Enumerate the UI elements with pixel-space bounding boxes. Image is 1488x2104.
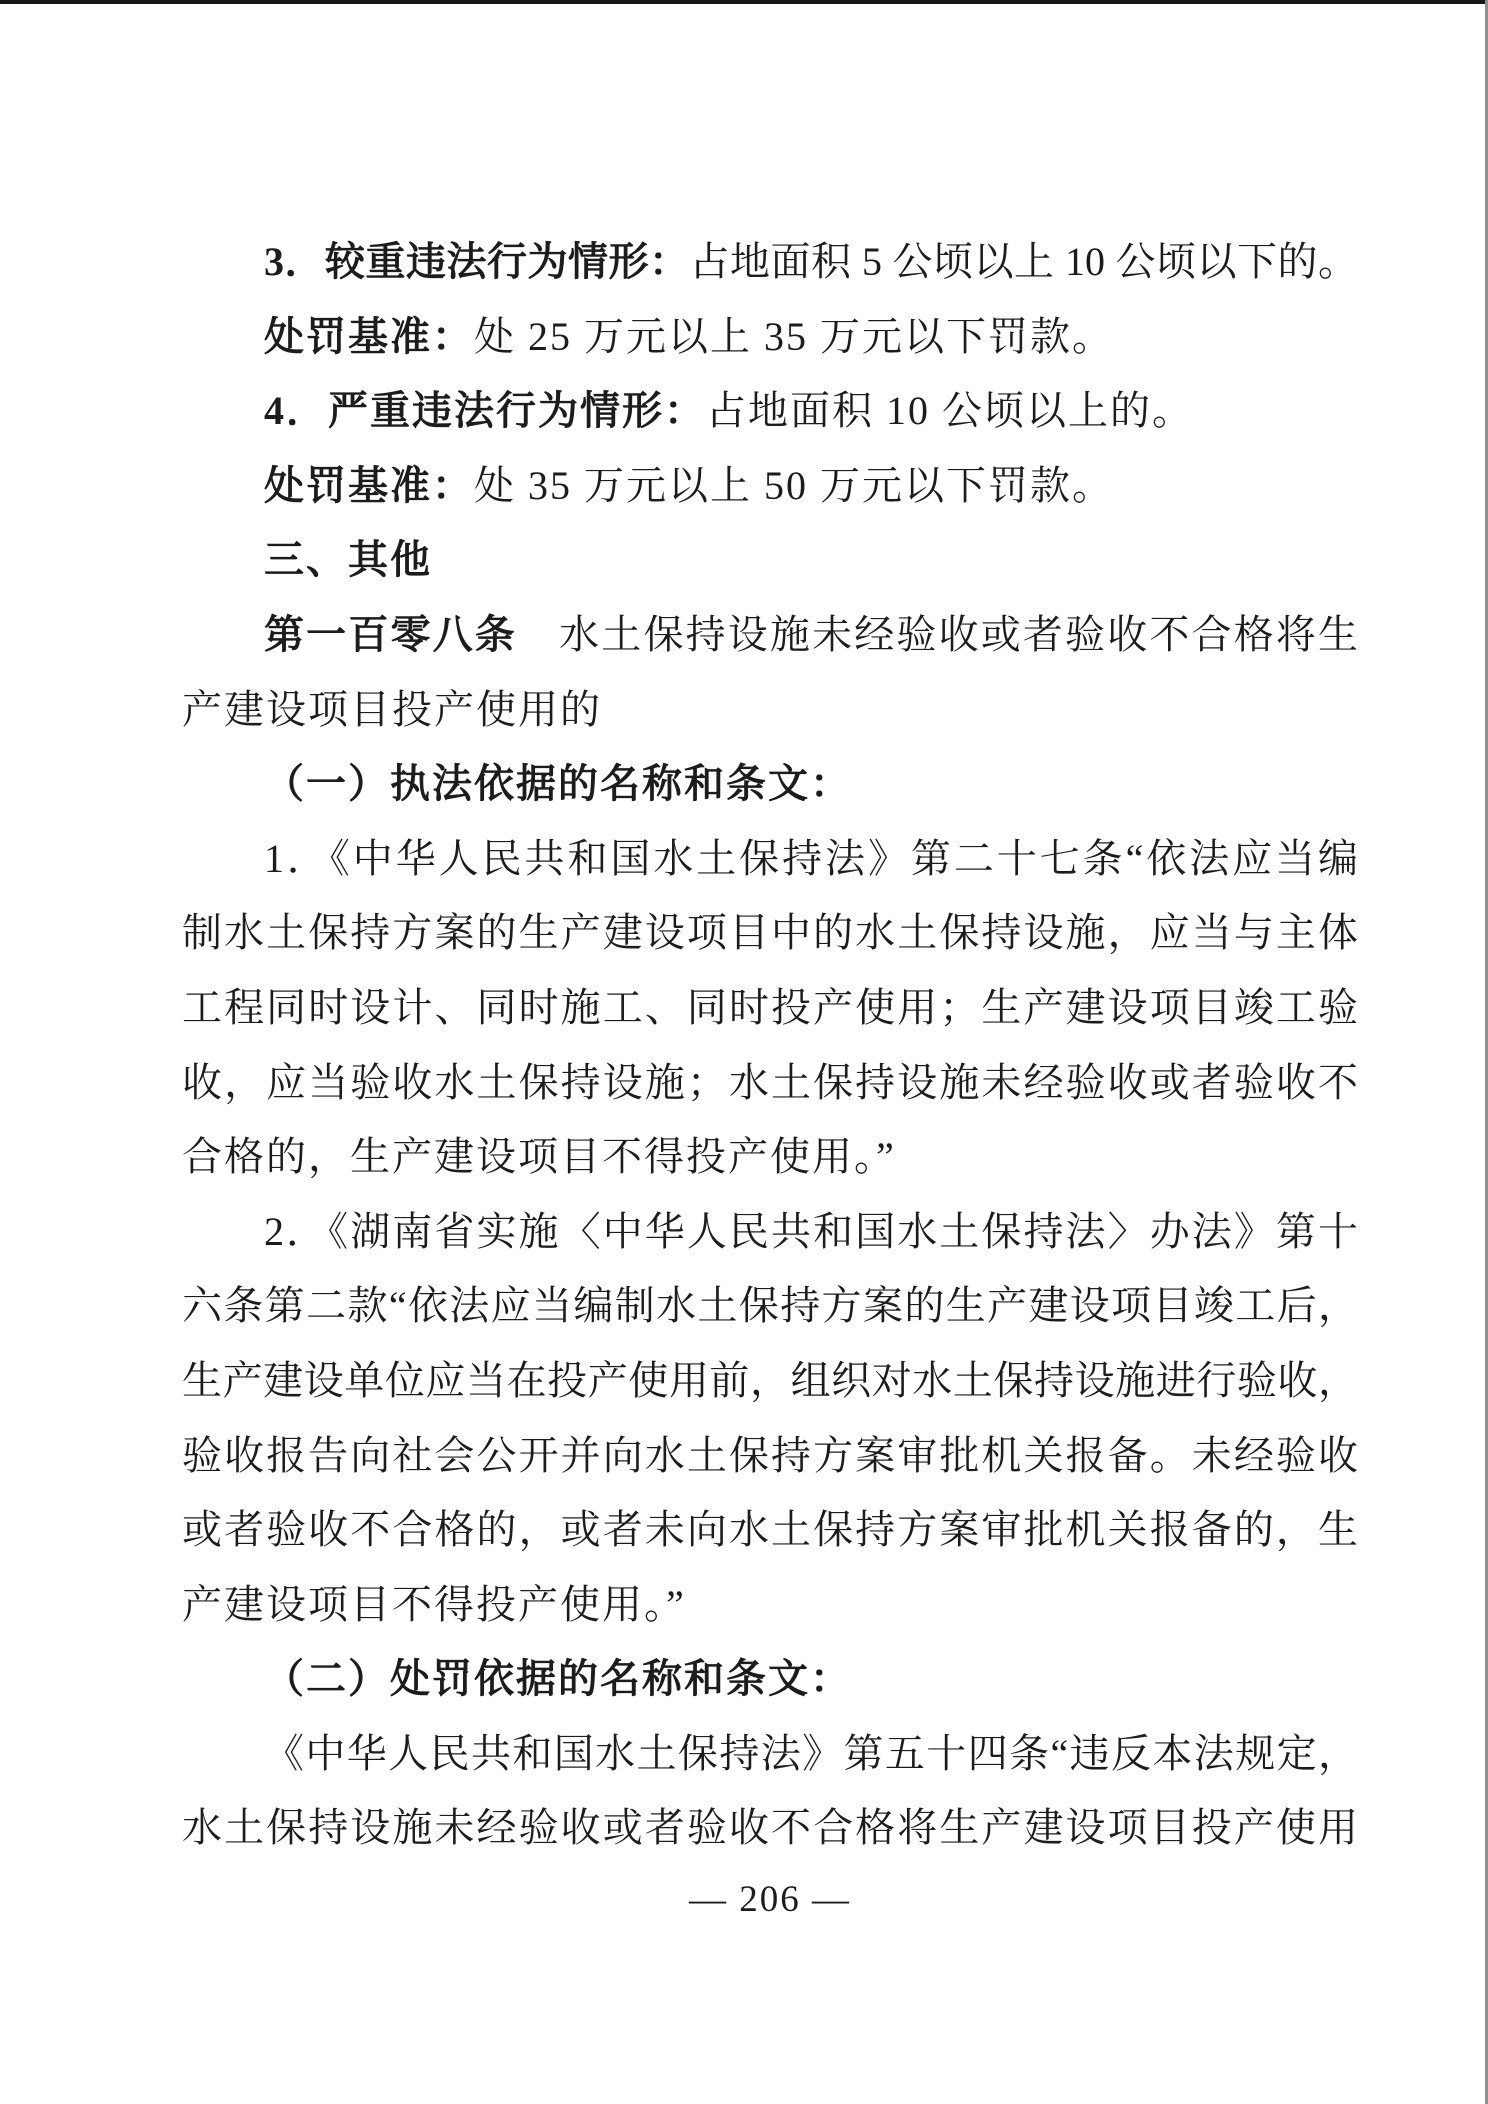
text-run: 水土保持设施未经验收或者验收不合格将生产建设项目投产使用: [182, 1805, 1358, 1851]
text-run: 水土保持设施未经验收或者验收不合格将生: [516, 611, 1358, 657]
text-run: 产建设项目投产使用的: [182, 686, 602, 732]
text-run: 工程同时设计、同时施工、同时投产使用；生产建设项目竣工验: [182, 984, 1358, 1030]
text-run: 产建设项目不得投产使用。”: [182, 1581, 686, 1627]
text-run: 六条第二款“依法应当编制水土保持方案的生产建设项目竣工后，: [182, 1283, 1358, 1329]
text-run-bold: 处罚基准：: [264, 462, 474, 508]
text-line: [182, 1791, 1358, 1866]
text-line: [182, 896, 1358, 971]
text-line: [182, 300, 1358, 375]
text-line: [182, 449, 1358, 524]
text-line: [182, 374, 1358, 449]
text-run: 1．《中华人民共和国水土保持法》第二十七条“依法应当编: [264, 835, 1358, 881]
text-line: [182, 523, 1358, 598]
text-run: 处 25 万元以上 35 万元以下罚款。: [474, 313, 1114, 359]
text-run-bold: （一）执法依据的名称和条文：: [264, 761, 852, 807]
text-run-bold: 三、其他: [264, 538, 432, 583]
text-run-bold: 第一百零八条: [264, 612, 517, 657]
text-line: [182, 1269, 1358, 1344]
text-line: [182, 1419, 1358, 1494]
text-run: 验收报告向社会公开并向水土保持方案审批机关报备。未经验收: [182, 1432, 1358, 1478]
text-run: 2．《湖南省实施〈中华人民共和国水土保持法〉办法》第十: [264, 1208, 1358, 1254]
text-run-bold: 4．严重违法行为情形：: [264, 388, 706, 434]
text-line: [182, 971, 1358, 1046]
text-run: 或者验收不合格的，或者未向水土保持方案审批机关报备的，生: [182, 1507, 1358, 1553]
text-line: [182, 1493, 1358, 1568]
text-line: [182, 747, 1358, 822]
text-line: [182, 598, 1358, 673]
text-run: 收，应当验收水土保持设施；水土保持设施未经验收或者验收不: [182, 1059, 1358, 1105]
text-line: [182, 822, 1358, 897]
text-run: 占地面积 5 公顷以上 10 公顷以下的。: [689, 239, 1358, 284]
text-run-bold: 3．较重违法行为情形：: [264, 239, 690, 284]
text-run: 生产建设单位应当在投产使用前，组织对水土保持设施进行验收，: [182, 1357, 1358, 1403]
text-line: [182, 1344, 1358, 1419]
text-line: [182, 1568, 1358, 1643]
text-line: [182, 1195, 1358, 1270]
text-line: [182, 225, 1358, 300]
text-line: [182, 1046, 1358, 1121]
text-run: 制水土保持方案的生产建设项目中的水土保持设施，应当与主体: [182, 910, 1358, 956]
text-run: 处 35 万元以上 50 万元以下罚款。: [474, 462, 1114, 508]
document-body: [182, 225, 1358, 1866]
page-number: — 206 —: [689, 1879, 851, 1920]
text-line: [182, 1717, 1358, 1792]
text-run: 《中华人民共和国水土保持法》第五十四条“违反本法规定，: [264, 1730, 1358, 1776]
text-run: 占地面积 10 公顷以上的。: [706, 388, 1194, 434]
page-top-edge: [0, 0, 1488, 4]
text-line: [182, 1642, 1358, 1717]
text-line: [182, 673, 1358, 748]
text-run-bold: （二）处罚依据的名称和条文：: [264, 1656, 852, 1702]
text-run-bold: 处罚基准：: [264, 313, 474, 359]
text-run: 合格的，生产建设项目不得投产使用。”: [182, 1134, 896, 1180]
text-line: [182, 1120, 1358, 1195]
